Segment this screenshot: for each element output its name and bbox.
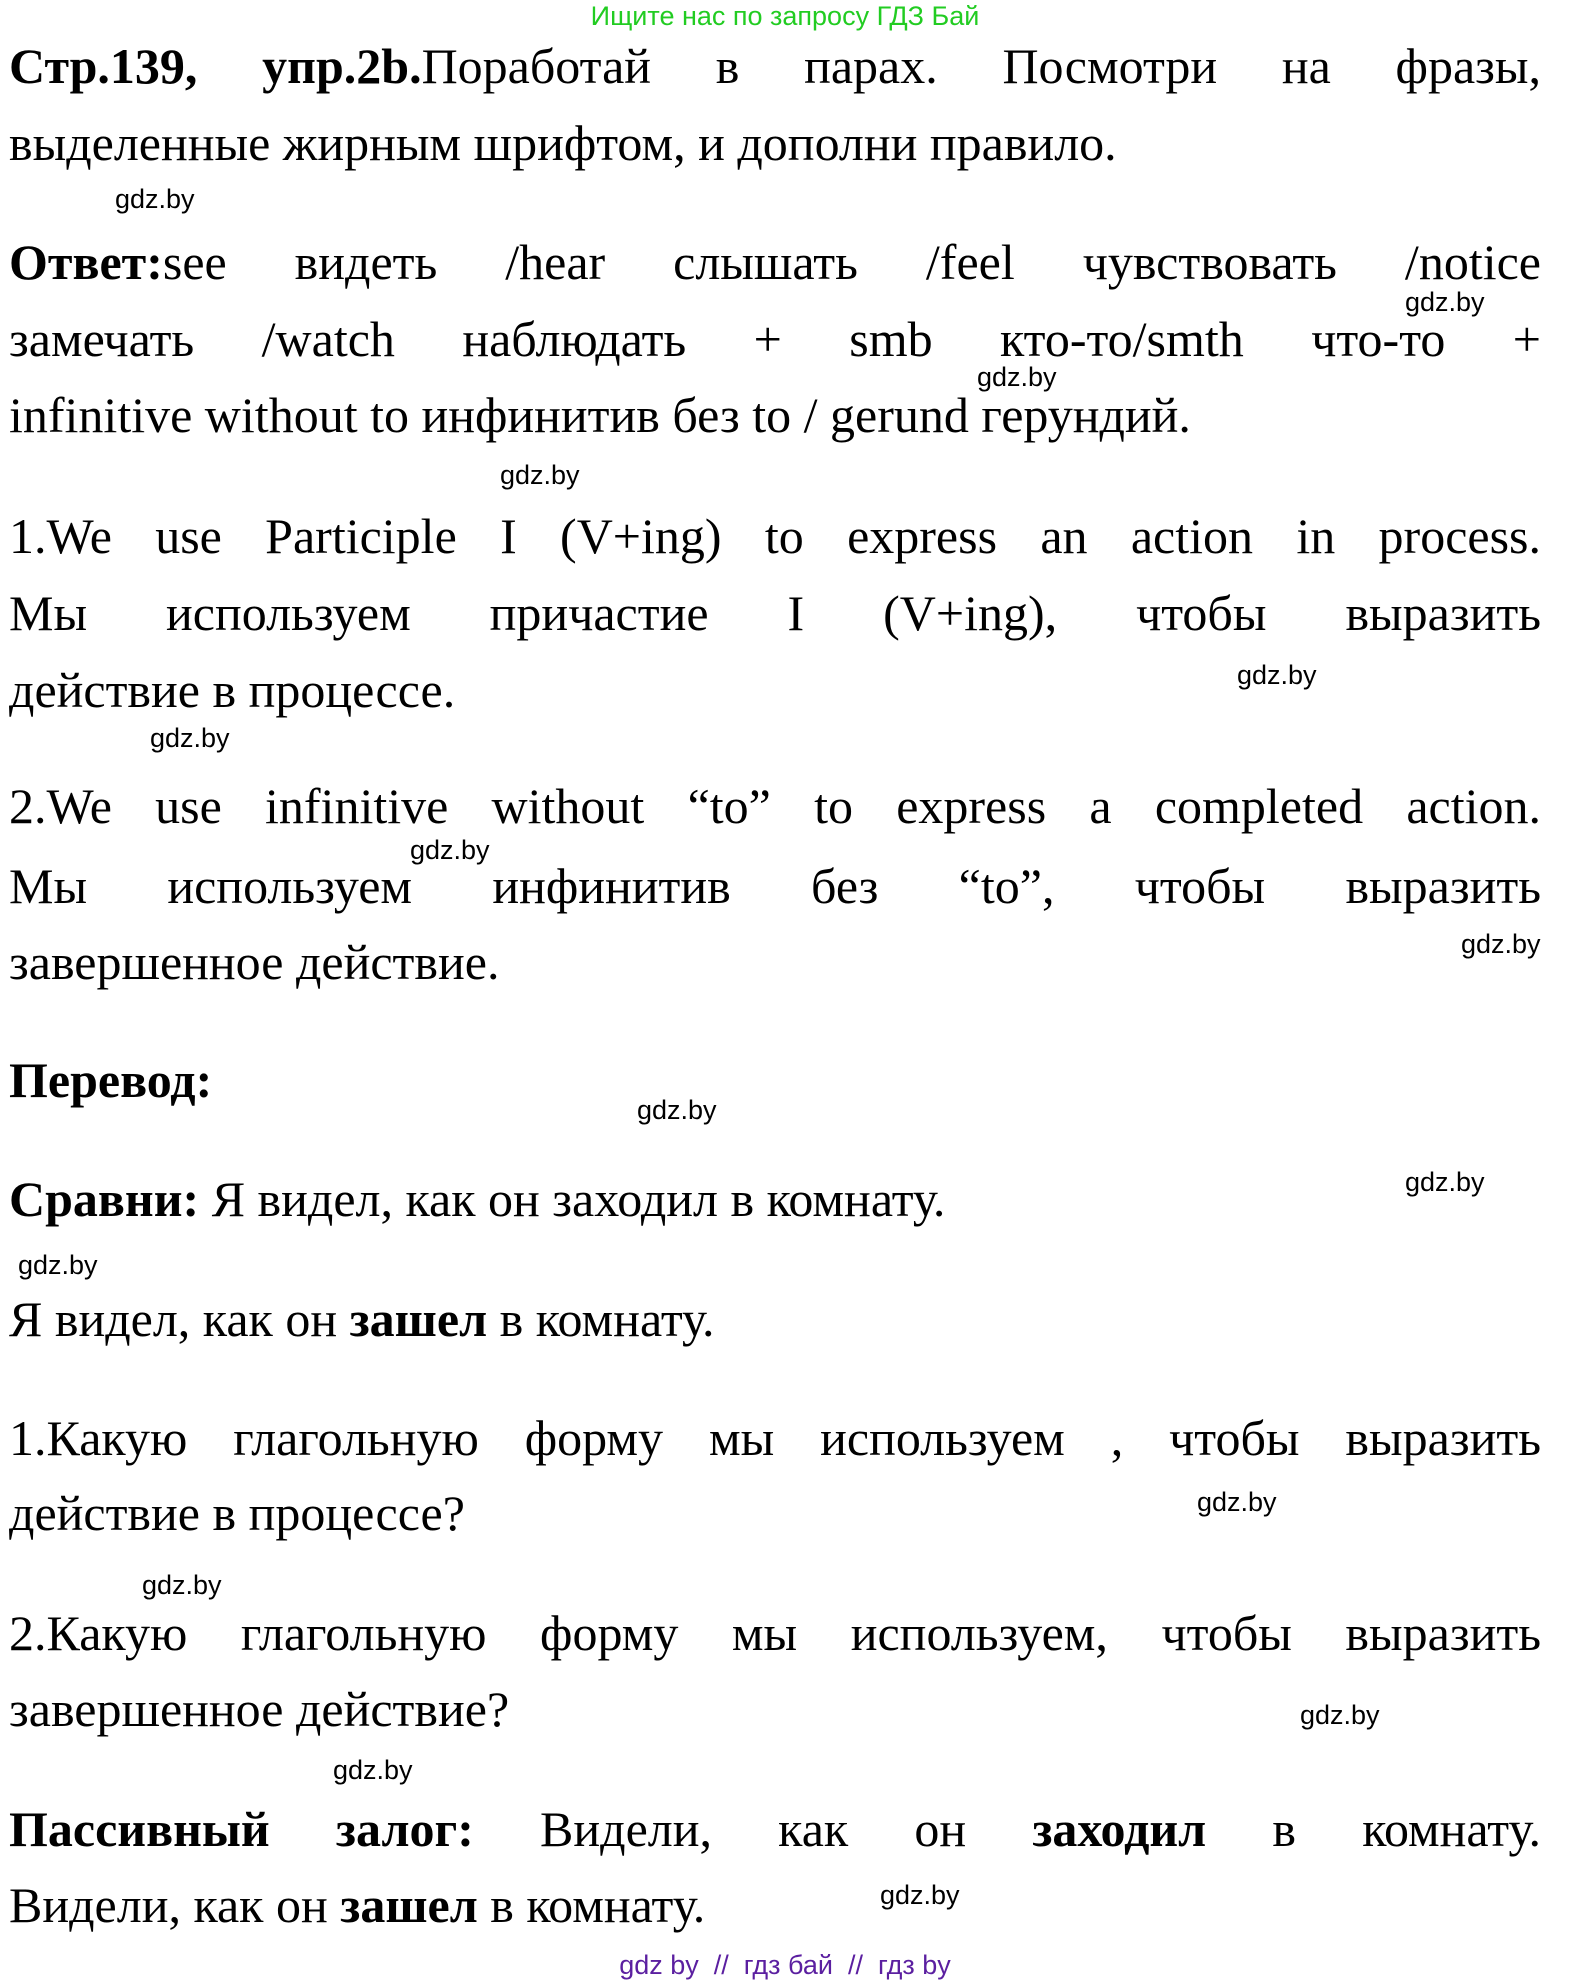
watermark: gdz.by xyxy=(1237,660,1317,690)
question-1-line-1: 1.Какую глагольную форму мы используем , чтобы выразить xyxy=(9,1410,1541,1466)
answer-line-1 xyxy=(9,232,1541,292)
rule-2-ru-cont: завершенное действие. xyxy=(9,934,500,990)
passive-line-1 xyxy=(9,1799,1541,1859)
answer-line-2: замечать /watch наблюдать + smb кто-то/smth что-то + xyxy=(9,311,1541,367)
task-ref: Стр.139, упр.2b. xyxy=(9,38,422,94)
answer-line-3: infinitive without to инфинитив без to / gerund герундий. xyxy=(9,387,1191,443)
watermark: gdz.by xyxy=(115,184,195,214)
compare-text-1: Я видел, как он заходил в комнату. xyxy=(199,1171,946,1227)
passive-bold-2: зашел xyxy=(340,1877,478,1933)
watermark: gdz.by xyxy=(410,835,490,865)
question-1-line-2: действие в процессе? xyxy=(9,1485,465,1541)
compare-text-2a: Я видел, как он xyxy=(9,1291,350,1347)
watermark: gdz.by xyxy=(500,460,580,490)
watermark: gdz.by xyxy=(1197,1487,1277,1517)
watermark: gdz.by xyxy=(977,362,1057,392)
task-text: Поработай в парах. Посмотри на фразы, xyxy=(421,38,1541,94)
compare-text-2b: в комнату. xyxy=(487,1291,715,1347)
question-2-line-1: 2.Какую глагольную форму мы используем, чтобы выразить xyxy=(9,1605,1541,1661)
answer-label: Ответ: xyxy=(9,234,163,290)
watermark: gdz.by xyxy=(880,1880,960,1910)
watermark: gdz.by xyxy=(1405,287,1485,317)
passive-line-2 xyxy=(9,1875,1541,1935)
rule-1-en: 1.We use Participle I (V+ing) to express an action in process. xyxy=(9,508,1541,564)
watermark: gdz.by xyxy=(1405,1167,1485,1197)
passive-text-2a: Видели, как он xyxy=(9,1877,341,1933)
watermark: gdz.by xyxy=(1461,929,1541,959)
passive-text-1a: Видели, как он xyxy=(473,1801,1033,1857)
rule-2-en: 2.We use infinitive without “to” to express a completed action. xyxy=(9,778,1541,834)
passive-text-1b: в комнату. xyxy=(1206,1801,1541,1857)
watermark: gdz.by xyxy=(1300,1700,1380,1730)
watermark: gdz.by xyxy=(142,1570,222,1600)
passive-bold-1: заходил xyxy=(1032,1801,1207,1857)
rule-1-ru-cont: действие в процессе. xyxy=(9,662,456,718)
passive-label: Пассивный залог: xyxy=(9,1801,474,1857)
compare-bold: зашел xyxy=(349,1291,488,1347)
answer-text: see видеть /hear слышать /feel чувствовать /notice xyxy=(162,234,1541,290)
compare-label: Сравни: xyxy=(9,1171,200,1227)
compare-line-2 xyxy=(9,1289,1541,1349)
watermark: gdz.by xyxy=(150,723,230,753)
translation-heading xyxy=(9,1050,1541,1110)
footer-links[interactable]: gdz by // гдз бай // гдз by xyxy=(619,1950,951,1980)
rule-1-ru: Мы используем причастие I (V+ing), чтобы выразить xyxy=(9,585,1541,641)
task-line-2: выделенные жирным шрифтом, и дополни правило. xyxy=(9,115,1117,171)
watermark: gdz.by xyxy=(18,1250,98,1280)
translation-heading-text: Перевод: xyxy=(9,1052,213,1108)
compare-line-1 xyxy=(9,1169,1541,1229)
question-2-line-2: завершенное действие? xyxy=(9,1681,510,1737)
watermark: gdz.by xyxy=(333,1755,413,1785)
passive-text-2b: в комнату. xyxy=(477,1877,706,1933)
watermark: gdz.by xyxy=(637,1095,717,1125)
task-line-1 xyxy=(9,36,1541,96)
rule-2-ru: Мы используем инфинитив без “to”, чтобы выразить xyxy=(9,858,1541,914)
search-banner: Ищите нас по запросу ГДЗ Бай xyxy=(590,1,980,31)
